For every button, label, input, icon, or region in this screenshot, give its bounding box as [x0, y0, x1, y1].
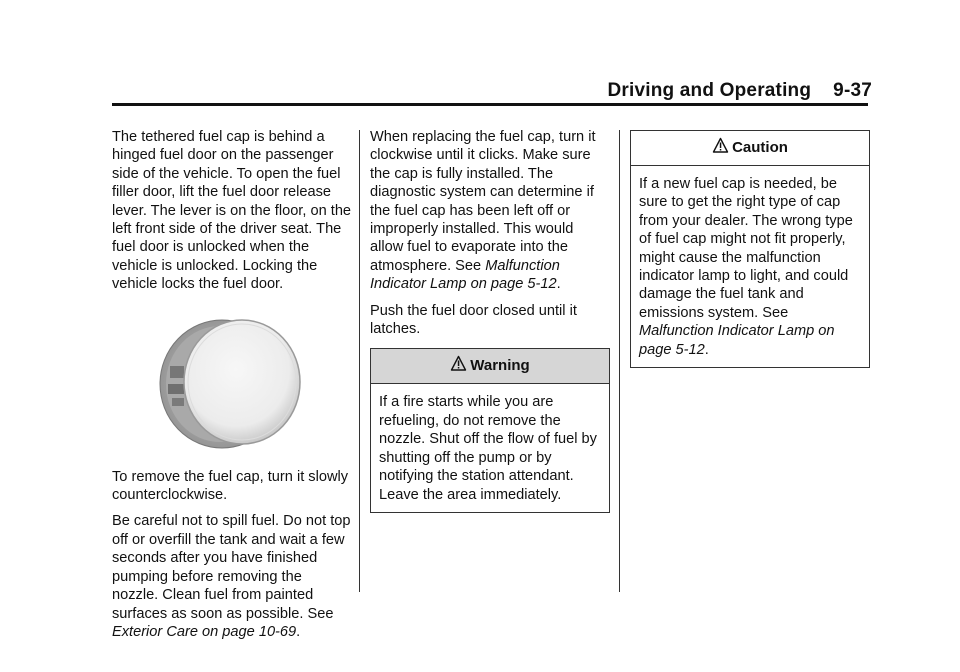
- column-divider: [359, 130, 360, 592]
- caution-triangle-icon: [712, 137, 729, 159]
- page-header: [604, 80, 872, 102]
- warning-body: If a fire starts while you are refueling, do not remove the nozzle. Shut off the flow of fuel by shutting off the pump or by notifying the station attendant. Leave the area immediately.: [379, 394, 597, 503]
- paragraph-spill-text: Be careful not to spill fuel. Do not top off or overfill the tank and wait a few seconds after you have finished pumping before removing the nozzle. Clean fuel from painted surfaces as soon as possible. See: [112, 513, 351, 622]
- warning-box: [370, 348, 610, 512]
- caution-box: [630, 130, 870, 368]
- warning-title: Warning: [470, 357, 530, 375]
- fuel-cap-illustration: [112, 308, 348, 456]
- cross-reference-link[interactable]: Exterior Care on page 10-69: [112, 623, 297, 640]
- column-left: [112, 128, 352, 649]
- paragraph-end: .: [296, 623, 301, 640]
- page-number: 9-37: [833, 80, 872, 101]
- warning-triangle-icon: [450, 355, 467, 377]
- caution-title: Caution: [732, 138, 788, 156]
- column-divider: [619, 130, 620, 592]
- column-right: [630, 130, 870, 368]
- cross-reference-link[interactable]: Malfunction Indicator Lamp on page 5-12: [639, 323, 835, 358]
- caution-body: [631, 166, 869, 367]
- paragraph-replace-cap: [370, 128, 610, 294]
- paragraph-end: .: [556, 276, 561, 293]
- section-title: Driving and Operating: [607, 80, 812, 101]
- cross-reference-link[interactable]: Malfunction Indicator Lamp on page 5-12: [370, 257, 560, 293]
- warning-header: [371, 349, 609, 384]
- paragraph-push-door: Push the fuel door closed until it latches.: [370, 302, 577, 338]
- column-middle: [370, 128, 610, 513]
- header-rule: [112, 103, 868, 106]
- paragraph-end: .: [704, 341, 709, 358]
- caution-body-text: If a new fuel cap is needed, be sure to get the right type of cap from your dealer. The wrong type of fuel cap might not fit properly, might cause the malfunction indicator lamp to light, and could damage the fuel tank and emissions system. See: [639, 176, 853, 321]
- caution-header: [631, 131, 869, 166]
- paragraph-replace-text: When replacing the fuel cap, turn it clockwise until it clicks. Make sure the cap is fully installed. The diagnostic system can determine if the fuel cap has been left off or improperly installed. This would allow fuel to evaporate into the atmosphere. See: [370, 129, 596, 274]
- paragraph-spill: [112, 512, 352, 641]
- paragraph-remove-cap: To remove the fuel cap, turn it slowly counterclockwise.: [112, 468, 349, 504]
- paragraph-fuel-door: The tethered fuel cap is behind a hinged fuel door on the passenger side of the vehicle. To open the fuel filler door, lift the fuel door release lever. The lever is on the floor, on the left front side of the driver seat. The fuel door is unlocked when the vehicle is unlocked. Locking the vehicle locks the fuel door.: [112, 129, 352, 293]
